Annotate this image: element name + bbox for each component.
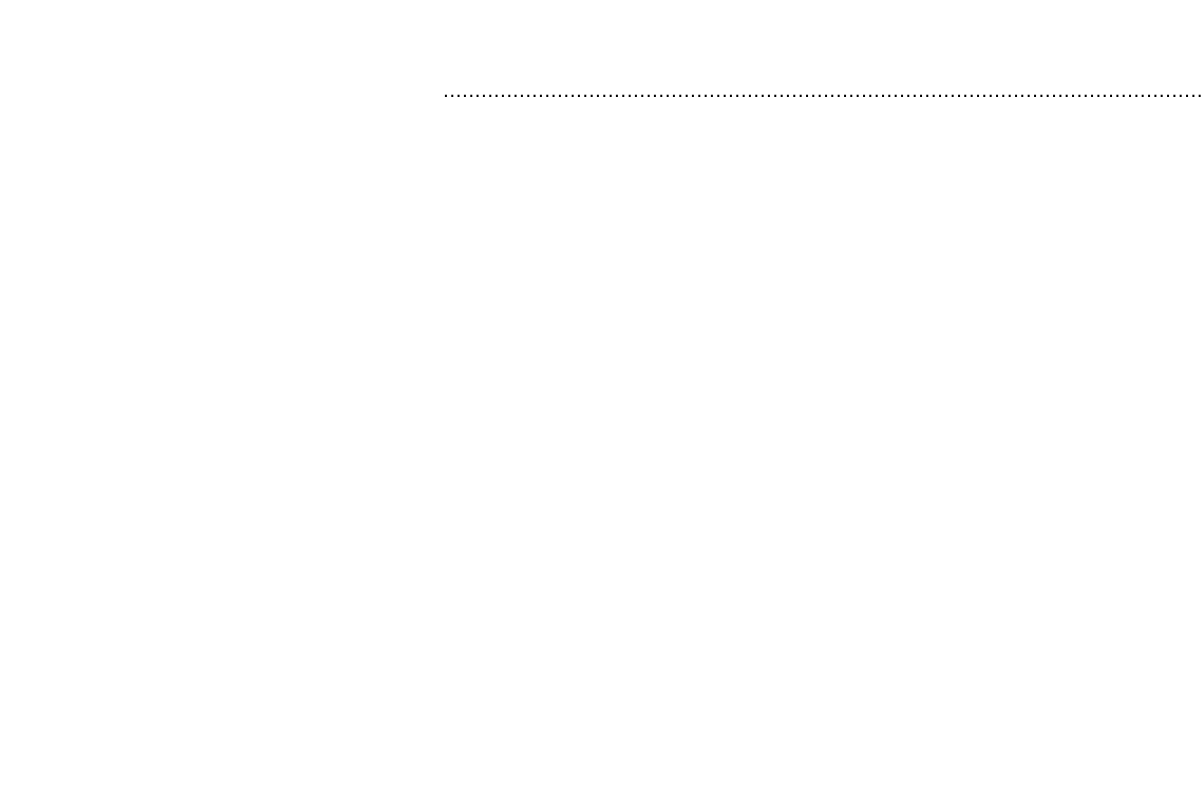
- game-number-row: [0, 21, 1000, 49]
- pays-out-row: [0, 105, 1000, 133]
- takes-in-row: [0, 77, 1203, 105]
- game-title-row: [0, 49, 1000, 77]
- dot-leader: ........................................................................................................................: [443, 79, 1203, 102]
